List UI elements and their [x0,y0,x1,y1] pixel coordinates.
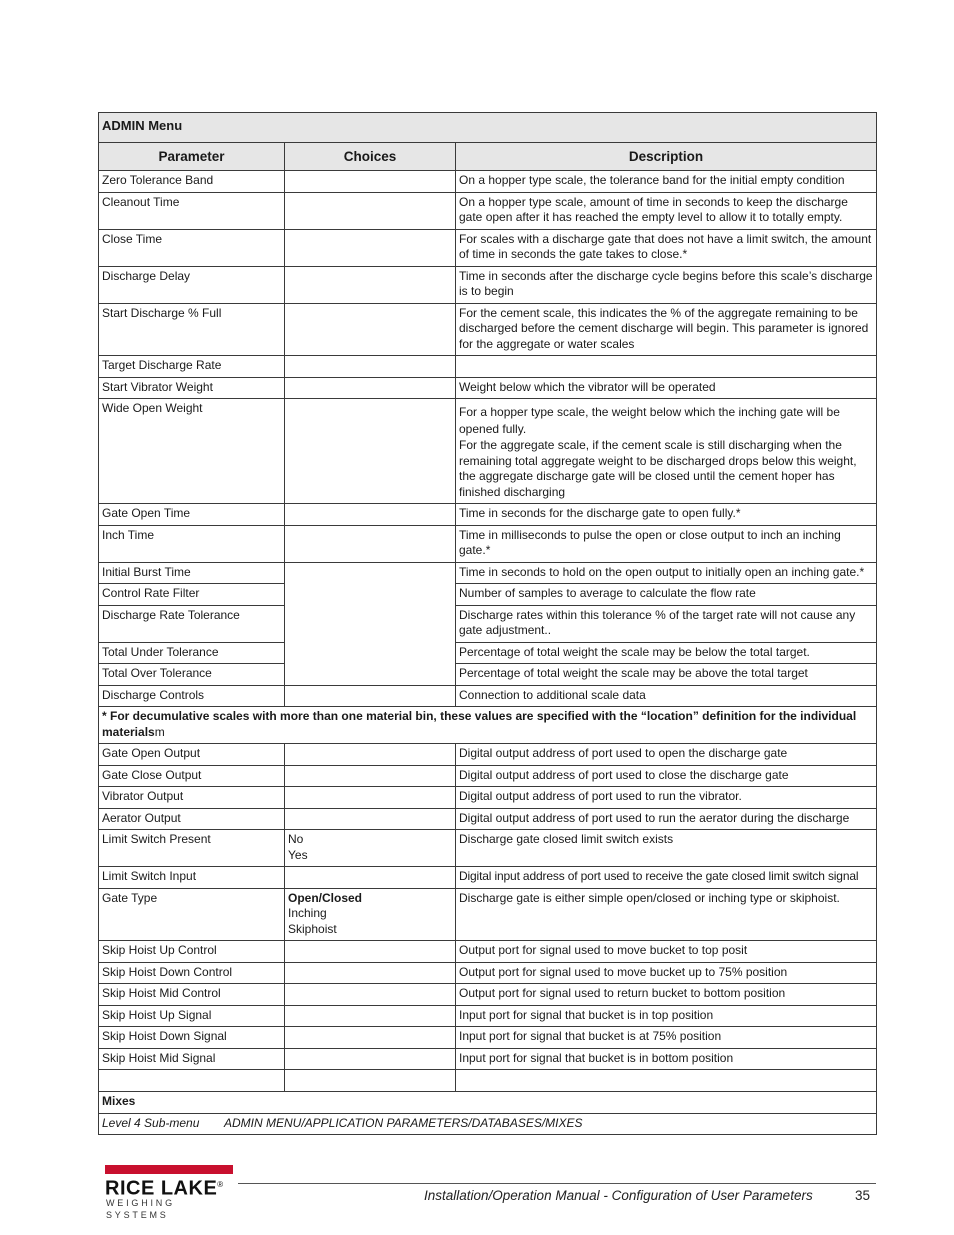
desc-paragraph: For the aggregate scale, if the cement scale is still discharging when the remaining total aggregate weight to be discharged drops below this weight, the aggregate discharge gate will be closed until the cement hoper has finished discharging [459,438,857,499]
param-cell: Skip Hoist Down Signal [99,1027,285,1049]
table-row [99,584,877,606]
choices-cell [285,1070,456,1092]
choices-cell [285,744,456,766]
param-cell: Control Rate Filter [99,584,285,606]
desc-cell: Digital output address of port used to close the discharge gate [456,765,877,787]
param-cell: Close Time [99,229,285,266]
param-cell: Skip Hoist Mid Signal [99,1048,285,1070]
desc-cell: Percentage of total weight the scale may be above the total target [456,664,877,686]
desc-cell: Time in seconds for the discharge gate to open fully.* [456,504,877,526]
table-row [99,984,877,1006]
desc-cell: Digital input address of port used to receive the gate closed limit switch signal [456,867,877,889]
choice-option: Inching [288,906,327,920]
desc-cell [456,356,877,378]
table-row [99,171,877,193]
desc-cell: Time in seconds to hold on the open output to initially open an inching gate.* [456,562,877,584]
desc-cell: Digital output address of port used to run the aerator during the discharge [456,808,877,830]
choices-cell [285,377,456,399]
param-cell: Limit Switch Input [99,867,285,889]
table-row [99,1027,877,1049]
choice-option: Yes [288,847,308,862]
table-row [99,399,877,504]
desc-cell: Percentage of total weight the scale may be below the total target. [456,642,877,664]
table-row [99,1048,877,1070]
footer-rule [238,1183,876,1184]
desc-cell: For the cement scale, this indicates the % of the aggregate remaining to be discharged before the cement discharge will begin. This parameter is ignored for the aggregate or water scales [456,303,877,356]
table-row-empty [99,1070,877,1092]
desc-cell: Output port for signal used to move bucket to top posit [456,941,877,963]
param-cell: Start Discharge % Full [99,303,285,356]
table-header-row [99,142,877,171]
table-row [99,830,877,867]
manual-title: Installation/Operation Manual - Configuration of User Parameters [424,1188,813,1203]
choices-cell [285,1005,456,1027]
param-cell: Total Over Tolerance [99,664,285,686]
table-row [99,504,877,526]
table-row [99,962,877,984]
desc-cell: On a hopper type scale, the tolerance band for the initial empty condition [456,171,877,193]
desc-cell: Connection to additional scale data [456,685,877,707]
param-cell: Skip Hoist Up Signal [99,1005,285,1027]
desc-cell: Input port for signal that bucket is in bottom position [456,1048,877,1070]
table-row [99,303,877,356]
choices-cell [285,685,456,707]
logo-word: RICE LAKE [105,1177,218,1200]
table-row [99,787,877,809]
table-row [99,888,877,941]
param-cell: Target Discharge Rate [99,356,285,378]
admin-menu-table [98,112,877,1135]
table-row [99,525,877,562]
param-cell: Gate Open Output [99,744,285,766]
header-parameter: Parameter [99,142,285,171]
choices-cell [285,787,456,809]
desc-cell: Time in milliseconds to pulse the open or close output to inch an inching gate.* [456,525,877,562]
table-note-row [99,707,877,744]
desc-cell: Input port for signal that bucket is in top position [456,1005,877,1027]
choices-cell-merged [285,562,456,685]
param-cell: Vibrator Output [99,787,285,809]
param-cell [99,1070,285,1092]
desc-cell: Input port for signal that bucket is at 75% position [456,1027,877,1049]
param-cell: Gate Close Output [99,765,285,787]
param-cell: Aerator Output [99,808,285,830]
footnote-cell [99,707,877,744]
desc-cell: Discharge gate is either simple open/closed or inching type or skiphoist. [456,888,877,941]
param-cell: Skip Hoist Down Control [99,962,285,984]
table-row [99,229,877,266]
footnote-text: * For decumulative scales with more than one material bin, these values are specified with the “location” definition for the individual materials [102,709,857,739]
table-row [99,562,877,584]
param-cell: Discharge Controls [99,685,285,707]
table-row [99,867,877,889]
choices-cell [285,808,456,830]
choices-cell [285,171,456,193]
choices-cell [285,1048,456,1070]
table-row [99,664,877,686]
choices-cell [285,229,456,266]
table-row [99,808,877,830]
table-row [99,377,877,399]
logo-subtitle: WEIGHING SYSTEMS [106,1198,175,1220]
choices-cell [285,266,456,303]
logo-wordmark [105,1174,224,1200]
desc-cell: Output port for signal used to return bucket to bottom position [456,984,877,1006]
param-cell: Skip Hoist Up Control [99,941,285,963]
table-row [99,941,877,963]
param-cell: Gate Open Time [99,504,285,526]
choices-cell [285,941,456,963]
submenu-level: Level 4 Sub-menu [102,1115,200,1130]
table-row [99,266,877,303]
param-cell: Zero Tolerance Band [99,171,285,193]
choices-cell [285,867,456,889]
choices-cell [285,399,456,504]
submenu-row [99,1113,877,1135]
param-cell: Skip Hoist Mid Control [99,984,285,1006]
param-cell: Cleanout Time [99,192,285,229]
choice-option-default: Open/Closed [288,890,363,905]
choices-cell [285,504,456,526]
choices-cell [285,1027,456,1049]
choices-cell [285,356,456,378]
desc-cell: Weight below which the vibrator will be operated [456,377,877,399]
choices-cell [285,830,456,867]
param-cell: Limit Switch Present [99,830,285,867]
choices-cell [285,192,456,229]
mixes-row [99,1092,877,1114]
desc-cell [456,1070,877,1092]
rice-lake-logo [105,1165,237,1220]
header-choices: Choices [285,142,456,171]
choices-cell [285,765,456,787]
table-row [99,605,877,642]
table-title: ADMIN Menu [99,113,877,143]
desc-cell: Discharge gate closed limit switch exists [456,830,877,867]
table-row [99,642,877,664]
logo-red-bar [105,1165,233,1174]
desc-cell: Discharge rates within this tolerance % of the target rate will not cause any gate adjustment.. [456,605,877,642]
table-row [99,356,877,378]
param-cell: Start Vibrator Weight [99,377,285,399]
desc-cell: Digital output address of port used to open the discharge gate [456,744,877,766]
desc-cell: For scales with a discharge gate that does not have a limit switch, the amount of time in seconds the gate takes to close.* [456,229,877,266]
choices-cell [285,303,456,356]
desc-cell: Time in seconds after the discharge cycle begins before this scale’s discharge is to begin [456,266,877,303]
page-number: 35 [855,1188,871,1203]
choices-cell [285,525,456,562]
submenu-cell [99,1113,877,1135]
desc-cell: Output port for signal used to move bucket up to 75% position [456,962,877,984]
table-row [99,1005,877,1027]
choices-cell [285,888,456,941]
table-row [99,765,877,787]
table-row [99,192,877,229]
param-cell: Gate Type [99,888,285,941]
choice-option: No [288,832,304,846]
footnote-tail: m [154,724,165,739]
choice-option: Skiphoist [288,921,337,936]
table-row [99,685,877,707]
param-cell: Total Under Tolerance [99,642,285,664]
table-row [99,744,877,766]
table-title-row [99,113,877,143]
desc-cell: Digital output address of port used to run the vibrator. [456,787,877,809]
param-cell: Discharge Delay [99,266,285,303]
desc-cell [456,399,877,504]
desc-cell: Number of samples to average to calculate the flow rate [456,584,877,606]
desc-cell: On a hopper type scale, amount of time in seconds to keep the discharge gate open after it has reached the empty level to allow it to totally empty. [456,192,877,229]
submenu-path: ADMIN MENU/APPLICATION PARAMETERS/DATABASES/MIXES [224,1115,583,1130]
param-cell: Inch Time [99,525,285,562]
header-description: Description [456,142,877,171]
logo-registered: ® [217,1180,224,1189]
param-cell: Initial Burst Time [99,562,285,584]
choices-cell [285,962,456,984]
desc-paragraph: For a hopper type scale, the weight below which the inching gate will be opened fully. [459,405,840,436]
mixes-label: Mixes [99,1092,877,1114]
param-cell: Discharge Rate Tolerance [99,605,285,642]
param-cell: Wide Open Weight [99,399,285,504]
choices-cell [285,984,456,1006]
page-footer [0,1160,954,1220]
